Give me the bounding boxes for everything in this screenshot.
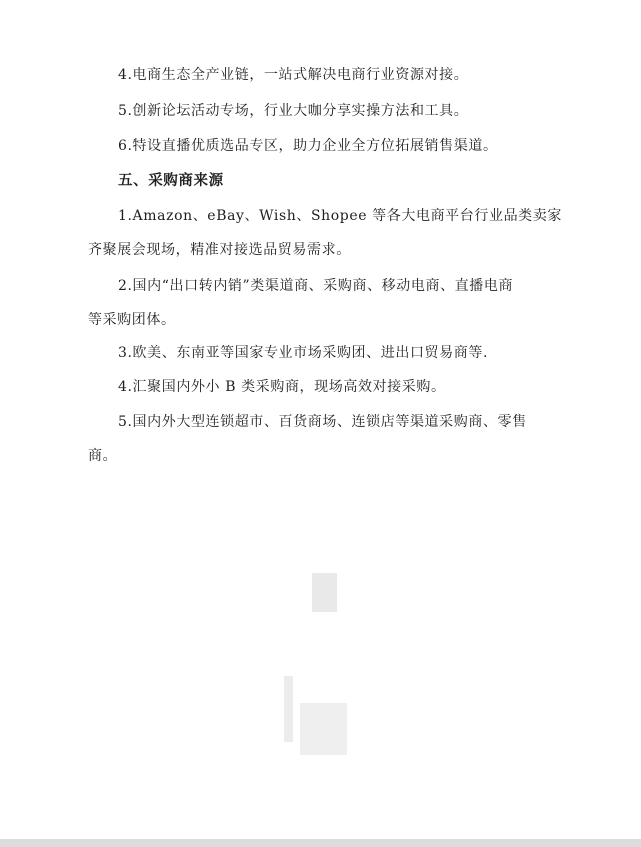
scan-smudge [300,703,347,755]
buyer-item-1-line-1: 1.Amazon、eBay、Wish、Shopee 等各大电商平台行业品类卖家 [118,208,562,224]
buyer-item-1-line-2: 齐聚展会现场，精准对接选品贸易需求。 [88,242,351,258]
section-heading: 五、采购商来源 [118,173,224,189]
list-item-4: 4.电商生态全产业链，一站式解决电商行业资源对接。 [118,67,469,83]
buyer-item-3: 3.欧美、东南亚等国家专业市场采购团、进出口贸易商等. [118,345,489,361]
buyer-item-4: 4.汇聚国内外小 B 类采购商，现场高效对接采购。 [118,379,446,395]
list-item-5: 5.创新论坛活动专场，行业大咖分享实操方法和工具。 [118,103,469,119]
buyer-item-2-line-1: 2.国内“出口转内销”类渠道商、采购商、移动电商、直播电商 [118,278,514,294]
buyer-item-2-line-2: 等采购团体。 [88,312,176,328]
scan-smudge [284,676,293,742]
buyer-item-5-line-2: 商。 [88,448,118,464]
list-item-6: 6.特设直播优质选品专区，助力企业全方位拓展销售渠道。 [118,138,498,154]
bottom-edge-bar [0,839,641,847]
scan-smudge [312,573,337,612]
buyer-item-5-line-1: 5.国内外大型连锁超市、百货商场、连锁店等渠道采购商、零售 [118,414,527,430]
